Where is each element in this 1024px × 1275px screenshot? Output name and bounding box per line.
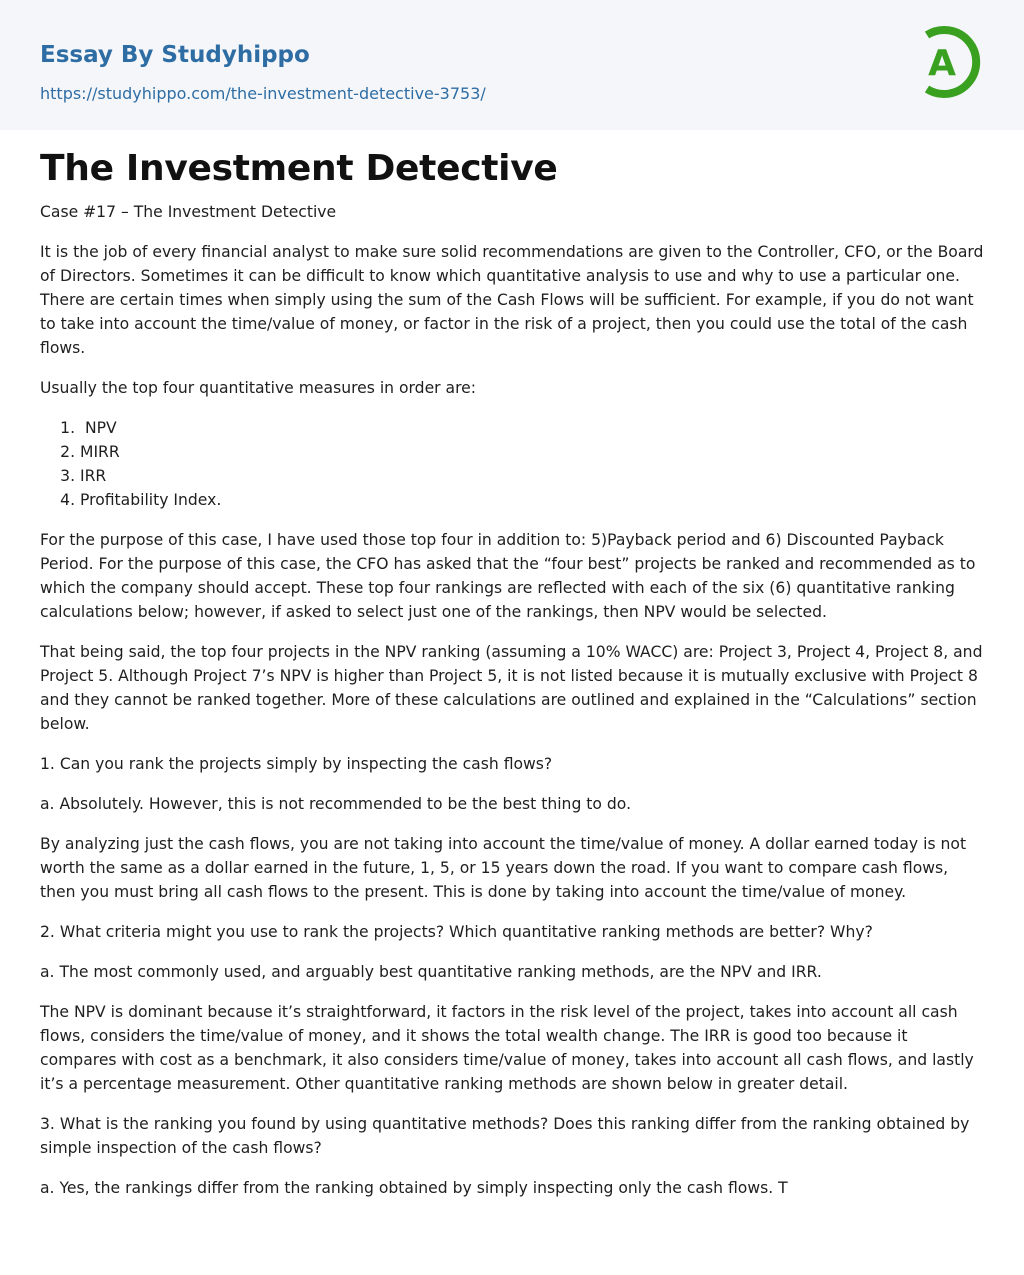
answer-2: a. The most commonly used, and arguably best quantitative ranking methods, are the NPV and IRR. <box>40 963 822 981</box>
list-item: 3. IRR <box>80 464 984 488</box>
list-item: 4. Profitability Index. <box>80 488 984 512</box>
question-3: 3. What is the ranking you found by using quantitative methods? Does this ranking differ from the ranking obtained by simple inspection of the cash flows? <box>40 1115 970 1157</box>
brand-name[interactable]: Essay By Studyhippo <box>40 42 310 68</box>
answer-1: a. Absolutely. However, this is not recommended to be the best thing to do. <box>40 795 632 813</box>
quantitative-measures-list <box>40 416 984 512</box>
essay-content <box>0 130 1024 1200</box>
studyhippo-logo-icon[interactable] <box>916 18 986 106</box>
essay-subtitle: Case #17 – The Investment Detective <box>40 203 337 221</box>
paragraph-npv-irr: The NPV is dominant because it’s straightforward, it factors in the risk level of the project, takes into account all cash flows, considers the time/value of money, and it shows the total wealth change. The IRR is good too because it compares with cost as a benchmark, it also considers time/value of money, takes into account all cash flows, and lastly it’s a percentage measurement. Other quantitative ranking methods are shown below in greater detail. <box>40 1003 974 1093</box>
list-item: 2. MIRR <box>80 440 984 464</box>
question-1: 1. Can you rank the projects simply by inspecting the cash flows? <box>40 755 553 773</box>
essay-url-link[interactable]: https://studyhippo.com/the-investment-detective-3753/ <box>40 84 486 103</box>
paragraph-intro: It is the job of every financial analyst to make sure solid recommendations are given to the Controller, CFO, or the Board of Directors. Sometimes it can be difficult to know which quantitative analysis to use and why to use a particular one. There are certain times when simply using the sum of the Cash Flows will be sufficient. For example, if you do not want to take into account the time/value of money, or factor in the risk of a project, then you could use the total of the cash flows. <box>40 243 984 357</box>
paragraph-cash-flows: By analyzing just the cash flows, you are not taking into account the time/value of money. A dollar earned today is not worth the same as a dollar earned in the future, 1, 5, or 15 years down the road. If you want to compare cash flows, then you must bring all cash flows to the present. This is done by taking into account the time/value of money. <box>40 835 967 901</box>
list-item: 1. NPV <box>80 416 984 440</box>
site-header <box>0 0 1024 130</box>
logo-letter: A <box>928 43 956 84</box>
question-2: 2. What criteria might you use to rank the projects? Which quantitative ranking methods are better? Why? <box>40 923 873 941</box>
paragraph-list-intro: Usually the top four quantitative measures in order are: <box>40 379 477 397</box>
answer-3: a. Yes, the rankings differ from the ranking obtained by simply inspecting only the cash flows. T <box>40 1179 788 1197</box>
essay-title: The Investment Detective <box>40 148 558 189</box>
paragraph-npv-ranking: That being said, the top four projects in the NPV ranking (assuming a 10% WACC) are: Project 3, Project 4, Project 8, and Project 5. Although Project 7’s NPV is higher than Project 5, it is not listed because it is mutually exclusive with Project 8 and they cannot be ranked together. More of these calculations are outlined and explained in the “Calculations” section below. <box>40 643 983 733</box>
paragraph-purpose: For the purpose of this case, I have used those top four in addition to: 5)Payback period and 6) Discounted Payback Period. For the purpose of this case, the CFO has asked that the “four best” projects be ranked and recommended as to which the company should accept. These top four rankings are reflected with each of the six (6) quantitative ranking calculations below; however, if asked to select just one of the rankings, then NPV would be selected. <box>40 531 976 621</box>
